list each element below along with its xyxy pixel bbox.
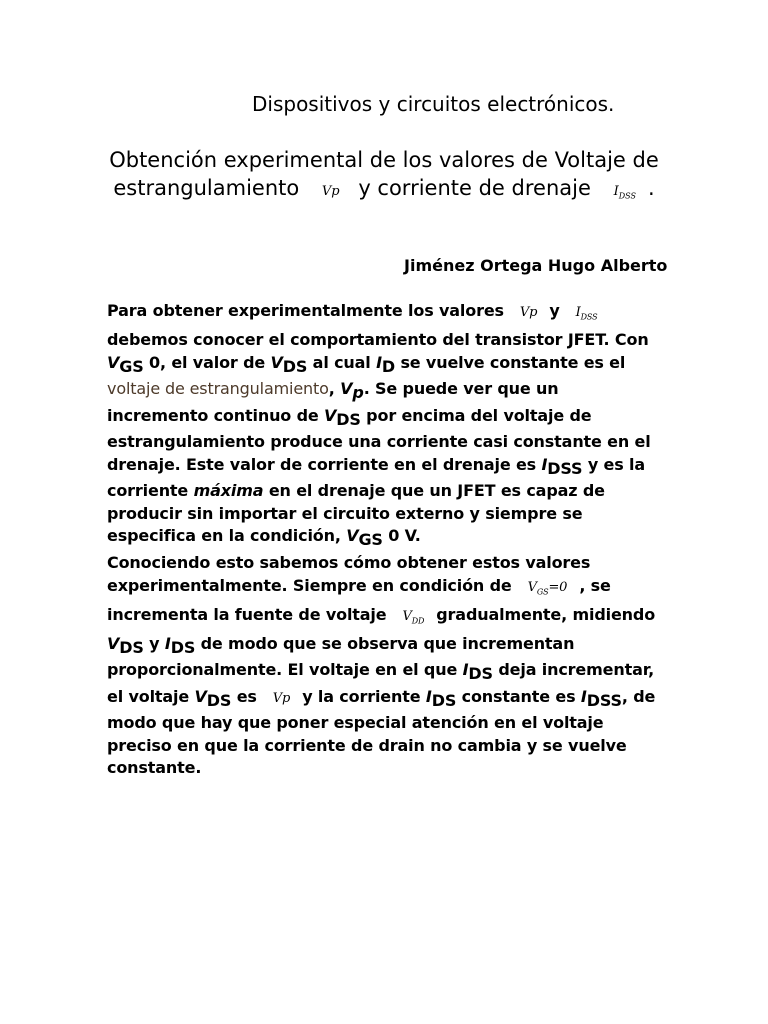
p1-text: se vuelve constante es el: [400, 352, 626, 372]
ids-subscript: DS: [170, 637, 196, 657]
p1-line-8: [107, 480, 667, 503]
p1-text: incremento continuo de: [107, 405, 319, 425]
vdd-subscript: DD: [411, 616, 425, 626]
vp-symbol: V: [340, 379, 353, 399]
idss-subscript: DSS: [586, 690, 622, 710]
p1-text: 0 V.: [388, 526, 421, 546]
vds-subscript: DS: [336, 409, 361, 429]
emphasis: máxima: [193, 481, 264, 501]
author-name: Jiménez Ortega Hugo Alberto: [404, 256, 668, 275]
p2-text: de modo que se observa que incrementan: [200, 633, 575, 653]
p1-text: en el drenaje que un JFET es capaz de: [268, 481, 605, 501]
p1-text: y es la: [587, 454, 646, 474]
p1-line-2: debemos conocer el comportamiento del transistor JFET. Con: [107, 330, 649, 350]
vds-symbol: V: [270, 352, 283, 372]
p2-line-9: constante.: [107, 758, 202, 778]
ids-subscript: DS: [431, 690, 457, 710]
vgs-symbol: V: [527, 579, 537, 595]
title-idss-formula: [598, 184, 648, 199]
p1-text: corriente: [107, 481, 189, 501]
p2-line-8: preciso en que la corriente de drain no cambia y se vuelve: [107, 735, 627, 755]
p1-text: ,: [328, 379, 335, 399]
vgs-subscript: GS: [358, 530, 383, 550]
p2-line-3: [107, 604, 667, 633]
vds-subscript: DS: [282, 356, 308, 376]
p2-line-6: [107, 686, 667, 713]
document-title: [100, 146, 668, 211]
vds-subscript: DS: [119, 637, 144, 657]
ids-symbol: I: [164, 633, 171, 653]
p1-text: drenaje. Este valor de corriente en el drenaje es: [107, 454, 537, 474]
p2-text: , de: [621, 686, 656, 706]
p2-text: , se: [579, 575, 611, 595]
title-vp-symbol: Vp: [321, 184, 340, 199]
title-part1: Obtención experimental de los valores de Voltaje de estrangulamiento: [109, 148, 659, 200]
ids-symbol: I: [425, 686, 432, 706]
p1-text: Para obtener experimentalmente los valores: [107, 301, 504, 320]
title-end: .: [647, 176, 655, 200]
p1-line-4: [107, 378, 667, 405]
p2-text: es: [236, 686, 257, 706]
title-vp-formula: [306, 184, 352, 199]
p2-text: constante es: [461, 686, 576, 706]
vds-symbol: V: [107, 633, 120, 653]
p1-text: al cual: [312, 352, 371, 372]
vdd-formula: [386, 609, 436, 624]
p2-line-2: [107, 575, 667, 604]
title-part2: y corriente de drenaje: [358, 176, 591, 200]
course-title: Dispositivos y circuitos electrónicos.: [252, 92, 615, 116]
p1-line-9: producir sin importar el circuito externo y siempre se: [107, 503, 583, 523]
vgs-symbol: V: [346, 526, 359, 546]
vp-symbol: Vp: [519, 305, 538, 320]
title-idss-symbol: I: [613, 184, 619, 199]
p2-line-5: [107, 659, 667, 686]
p1-text: especifica en la condición,: [107, 526, 341, 546]
p2-text: incrementa la fuente de voltaje: [107, 604, 387, 624]
vp-formula: [257, 691, 302, 706]
title-idss-subscript: DSS: [618, 191, 636, 201]
vds-symbol: V: [194, 686, 207, 706]
id-subscript: D: [381, 356, 396, 376]
id-symbol: I: [376, 352, 382, 372]
vds-subscript: DS: [206, 690, 232, 710]
p1-line-5: [107, 405, 667, 432]
ids-subscript: DS: [468, 664, 493, 684]
vgs-symbol: V: [107, 352, 120, 372]
p2-text: experimentalmente. Siempre en condición de: [107, 575, 512, 595]
vp-formula: [504, 305, 549, 320]
p1-line-10: [107, 525, 667, 552]
idss-symbol: I: [541, 454, 548, 474]
vp-subscript: p: [352, 383, 364, 403]
p2-text: gradualmente, midiendo: [436, 604, 656, 624]
p2-text: el voltaje: [107, 686, 190, 706]
p1-line-6: estrangulamiento produce una corriente casi constante en el: [107, 432, 651, 452]
p2-text: proporcionalmente. El voltaje en el que: [107, 660, 458, 680]
paragraph-2: [107, 552, 667, 780]
highlighted-term: voltaje de estrangulamiento: [107, 379, 329, 399]
vdd-symbol: V: [402, 608, 412, 624]
vgs-subscript: GS: [119, 356, 144, 376]
vgs-formula: [512, 580, 580, 595]
p1-text: por encima del voltaje de: [366, 405, 592, 425]
vgs-equals: =0: [548, 579, 568, 595]
ids-symbol: I: [462, 660, 469, 680]
idss-subscript: DSS: [580, 312, 598, 322]
p1-line-3: [107, 352, 667, 379]
vp-symbol: Vp: [272, 690, 291, 706]
p2-line-4: [107, 633, 667, 660]
p2-line-7: modo que hay que poner especial atención en el voltaje: [107, 713, 604, 733]
paragraph-1: [107, 300, 667, 552]
vgs-subscript: GS: [536, 587, 549, 597]
idss-symbol: I: [575, 305, 581, 320]
p2-text: y: [149, 633, 160, 653]
p1-line-7: [107, 454, 667, 481]
p1-text: y: [549, 301, 560, 320]
p1-text: 0, el valor de: [149, 352, 266, 372]
vds-symbol: V: [324, 405, 337, 425]
p2-text: y la corriente: [302, 686, 421, 706]
idss-formula: [560, 305, 610, 320]
p1-line-1: [107, 300, 667, 329]
idss-subscript: DSS: [547, 458, 583, 478]
idss-symbol: I: [580, 686, 587, 706]
p1-text: . Se puede ver que un: [363, 379, 559, 399]
p2-text: deja incrementar,: [498, 660, 655, 680]
p2-line-1: Conociendo esto sabemos cómo obtener estos valores: [107, 553, 591, 572]
